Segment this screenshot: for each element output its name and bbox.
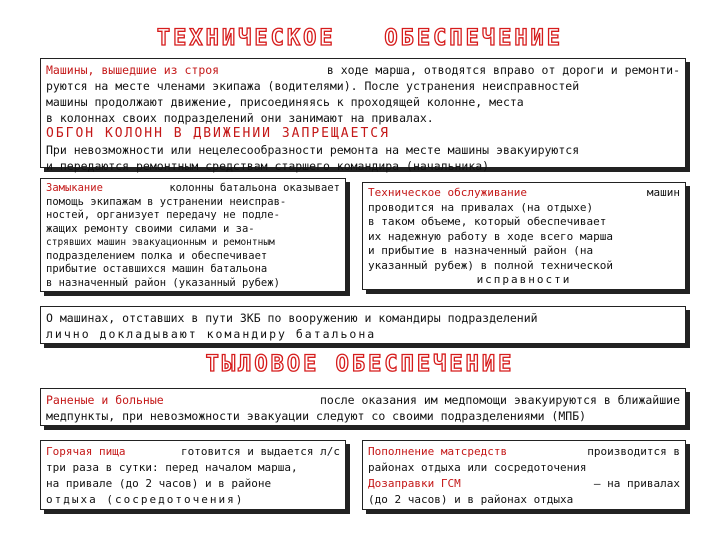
box5-line1: Раненые и больные после оказания им медпомощи эвакуируются в ближайшие (46, 393, 680, 407)
box3-line4: их надежную работу в ходе всего марша (368, 229, 614, 243)
box6-line3: на привале (до 2 часов) и в районе (46, 477, 272, 490)
box-technical-maintenance (362, 182, 686, 290)
box1-line4: в колоннах своих подразделений они занимают на привалах. (46, 111, 434, 125)
box5-lead: Раненые и больные (46, 393, 164, 407)
box2-line5: стрявших машин эвакуационным и ремонтным (46, 237, 275, 248)
box1-lead: Машины, вышедшие из строя (46, 63, 220, 77)
box6-line2: три раза в сутки: перед началом марша, (46, 461, 298, 474)
box7-line2: районах отдыха или сосредоточения (368, 461, 587, 474)
box6-line4: отдыха (сосредоточения) (46, 493, 245, 506)
box7-line4: (до 2 часов) и в районах отдыха (368, 493, 574, 506)
overtake-warning: ОБГОН КОЛОНН В ДВИЖЕНИИ ЗАПРЕЩАЕТСЯ (46, 126, 390, 141)
title-rear-support: ТЫЛОВОЕ ОБЕСПЕЧЕНИЕ (205, 352, 515, 377)
box-march-repair (40, 58, 686, 173)
box2-line8: в назначенный район (указанный рубеж) (46, 276, 280, 289)
box1-line1: Машины, вышедшие из строя в ходе марша, отводятся вправо от дороги и ремонти- (46, 63, 680, 77)
box1-tail1: При невозможности или нецелесообразности ремонта на месте машины эвакуируются (46, 143, 580, 157)
box7-lead2: Дозаправки ГСМ (368, 477, 461, 490)
box7-line1: Пополнение матсредств производится в (368, 445, 680, 458)
box-supply-replenishment (362, 440, 686, 510)
box-column-closing (40, 178, 346, 292)
box2-line1: Замыкание колонны батальона оказывает (46, 182, 340, 194)
box3-line7: исправности (476, 273, 572, 286)
box3-line3: в таком объеме, который обеспечивает (368, 215, 607, 228)
box1-line2: руются на месте членами экипажа (водителями). После устранения неисправностей (46, 79, 580, 93)
box3-lead: Техническое обслуживание (368, 186, 527, 199)
box3-line2: проводится на привалах (на отдыхе) (368, 200, 594, 214)
box4-line1: О машинах, отставших в пути ЗКБ по вооружению и командиры подразделений (46, 311, 538, 325)
box2-line7: прибытие оставшихся машин батальона (46, 263, 268, 275)
box4-line2: лично докладывают командиру батальона (46, 327, 377, 341)
box6-line1: Горячая пища готовится и выдается л/с (46, 445, 340, 458)
box2-line4: жащих ремонту своими силами и за- (46, 222, 255, 235)
box-wounded-sick (40, 388, 686, 426)
box3-line1: Техническое обслуживание машин (368, 186, 680, 199)
box5-line2: медпункты, при невозможности эвакуации следуют со своими подразделениями (МПБ) (46, 409, 587, 423)
box3-line6: указанный рубеж) в полной технической (368, 258, 614, 272)
box2-lead: Замыкание (46, 182, 103, 194)
box3-line5: и прибытие в назначенный район (на (368, 244, 594, 257)
box1-line3: машины продолжают движение, присоединяясь к проходящей колонне, места (46, 95, 524, 109)
box2-line3: ностей, организует передачу не подле- (46, 209, 280, 221)
box-hot-food (40, 440, 346, 510)
box7-line3: Дозаправки ГСМ – на привалах (368, 477, 680, 490)
box7-lead: Пополнение матсредств (368, 445, 508, 458)
box2-line2: помощь экипажам в устранении неисправ- (46, 195, 287, 208)
box-report-laggards (40, 306, 686, 344)
box1-tail2: и передаются ремонтным средствам старшего командира (начальника) (46, 159, 490, 173)
box6-lead: Горячая пища (46, 445, 126, 458)
title-technical-support: ТЕХНИЧЕСКОЕ ОБЕСПЕЧЕНИЕ (156, 26, 564, 51)
box2-line6: подразделением полка и обеспечивает (46, 249, 268, 262)
